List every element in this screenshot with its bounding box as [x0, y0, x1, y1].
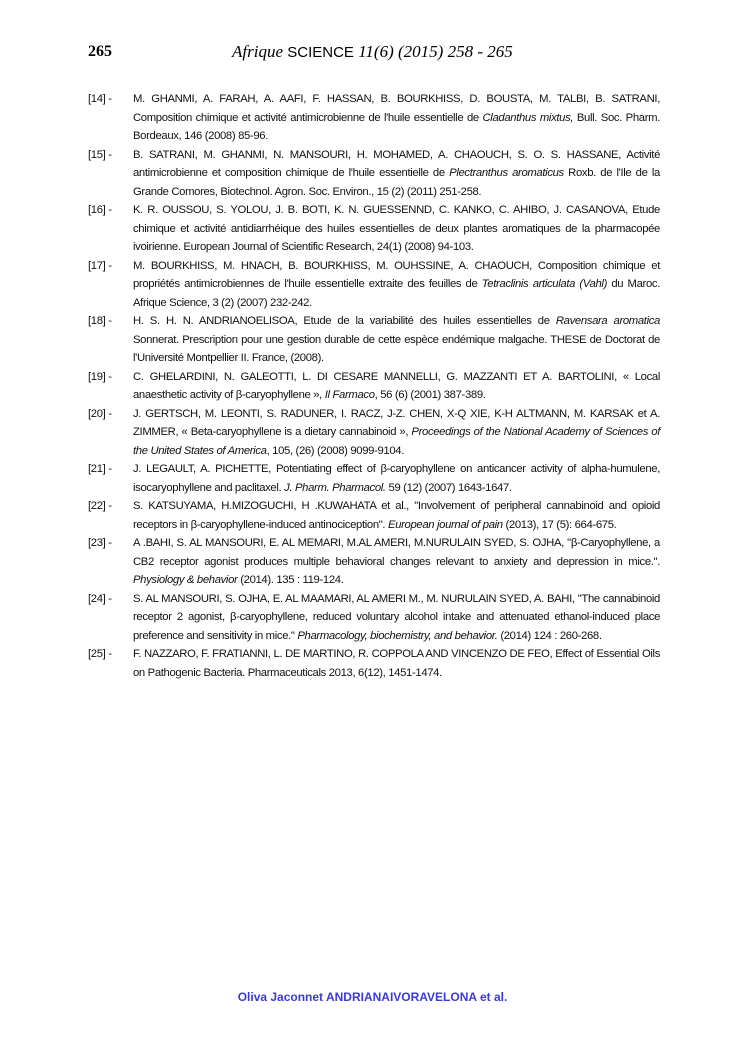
reference-segment: (2013), 17 (5): 664-675. — [502, 518, 617, 531]
reference-segment: H. S. H. N. ANDRIANOELISOA, Etude de la variabilité des huiles essentielles de — [133, 315, 556, 327]
reference-segment: Bull. Soc. Pharm. Bordeaux, 146 (2008) 85-96. — [133, 111, 660, 142]
reference-segment: M. BOURKHISS, M. HNACH, B. BOURKHISS, M. OUHSSINE, A. CHAOUCH, Composition chimique et propriétés antimicrobiennes de l'huile essentielle extraite des feuilles de — [133, 259, 660, 290]
page-number: 265 — [88, 43, 112, 60]
reference-segment: Sonnerat. Prescription pour une gestion durable de cette espèce endémique malgache. THESE de Doctorat de l'Université Montpellier II. France, (2008). — [133, 333, 660, 364]
reference-item — [88, 405, 660, 461]
reference-segment: C. GHELARDINI, N. GALEOTTI, L. DI CESARE MANNELLI, G. MAZZANTI ET A. BARTOLINI, « Local anaesthetic activity of β-caryophyllene », — [133, 370, 660, 401]
reference-label: [20] - — [88, 407, 112, 420]
reference-segment: (2014). 135 : 119-124. — [237, 574, 344, 586]
reference-italic-title: Physiology & behavior — [133, 574, 238, 586]
footer-authors: Oliva Jaconnet ANDRIANAIVORAVELONA et al. — [237, 990, 508, 1004]
reference-segment: M. GHANMI, A. FARAH, A. AAFI, F. HASSAN, B. BOURKHISS, D. BOUSTA, M. TALBI, B. SATRANI, Composition chimique et activité antimicrobienne de l'huile essentielle de — [133, 93, 660, 124]
reference-label: [15] - — [88, 148, 112, 161]
reference-text — [133, 405, 660, 461]
reference-text — [133, 534, 660, 590]
reference-italic-title: Il Farmaco — [324, 389, 375, 401]
reference-item — [88, 460, 660, 497]
reference-label: [16] - — [88, 204, 112, 216]
reference-item — [88, 257, 660, 313]
reference-segment: S. AL MANSOURI, S. OJHA, E. AL MAAMARI, AL AMERI M., M. NURULAIN SYED, A. BAHI, "The cannabinoid receptor 2 agonist, β-caryophyllene, reduced voluntary alcohol intake and attenuated ethanol-induced place preference and sensitivity in mice." — [133, 592, 660, 642]
reference-text — [133, 645, 660, 682]
reference-text — [133, 90, 660, 146]
reference-text — [133, 590, 660, 646]
reference-text — [133, 257, 660, 313]
reference-item — [88, 146, 660, 202]
reference-italic-title: Plectranthus aromaticus — [449, 167, 564, 179]
reference-segment: (2014) 124 : 260-268. — [497, 629, 602, 642]
reference-label: [25] - — [88, 648, 112, 660]
reference-segment: S. KATSUYAMA, H.MIZOGUCHI, H .KUWAHATA et al., "Involvement of peripheral cannabinoid and opioid receptors in β-caryophyllene-induced antinociception". — [133, 500, 660, 531]
reference-italic-title: J. Pharm. Pharmacol. — [284, 481, 386, 494]
reference-text — [133, 460, 660, 497]
reference-text — [133, 497, 660, 534]
reference-label: [21] - — [88, 463, 112, 475]
reference-text — [133, 146, 660, 202]
reference-item — [88, 312, 660, 368]
reference-item — [88, 590, 660, 646]
reference-segment: , 56 (6) (2001) 387-389. — [374, 389, 486, 401]
reference-list — [88, 90, 660, 682]
reference-label: [17] - — [88, 259, 112, 272]
reference-text — [133, 312, 660, 368]
reference-text — [133, 201, 660, 257]
reference-italic-title: Ravensara aromatica — [555, 315, 660, 327]
reference-label: [22] - — [88, 500, 112, 512]
reference-segment: 59 (12) (2007) 1643-1647. — [385, 481, 512, 494]
reference-item — [88, 534, 660, 590]
reference-segment: , 105, (26) (2008) 9099-9104. — [266, 444, 405, 457]
reference-segment: du Maroc. Afrique Science, 3 (2) (2007) 232-242. — [133, 278, 660, 309]
reference-italic-title: Cladanthus mixtus, — [482, 111, 574, 124]
reference-label: [18] - — [88, 315, 112, 327]
reference-label: [24] - — [88, 592, 112, 605]
reference-segment: A .BAHI, S. AL MANSOURI, E. AL MEMARI, M.AL AMERI, M.NURULAIN SYED, S. OJHA, "β-Caryophyllene, a CB2 receptor agonist produces multiple behavioral changes relevant to anxiety and depression in mice.". — [133, 537, 660, 568]
reference-item — [88, 201, 660, 257]
reference-segment: F. NAZZARO, F. FRATIANNI, L. DE MARTINO, R. COPPOLA AND VINCENZO DE FEO, Effect of Essential Oils on Pathogenic Bacteria. Pharmaceuticals 2013, 6(12), 1451-1474. — [133, 648, 660, 679]
reference-text — [133, 368, 660, 405]
journal-science: SCIENCE — [287, 44, 354, 61]
reference-label: [14] - — [88, 93, 112, 105]
journal-name: Afrique — [232, 42, 283, 61]
reference-italic-title: European journal of pain — [388, 518, 503, 531]
running-head — [232, 42, 513, 62]
reference-item — [88, 497, 660, 534]
reference-segment: B. SATRANI, M. GHANMI, N. MANSOURI, H. MOHAMED, A. CHAOUCH, S. O. S. HASSANE, Activité antimicrobienne et composition chimique de l'huile essentielle de — [133, 148, 660, 179]
volume-info: 11(6) (2015) 258 - 265 — [358, 42, 513, 61]
reference-italic-title: Tetraclinis articulata (Vahl) — [481, 278, 607, 290]
reference-italic-title: Pharmacology, biochemistry, and behavior. — [297, 629, 498, 642]
reference-segment: J. LEGAULT, A. PICHETTE, Potentiating effect of β-caryophyllene on anticancer activity of alpha-humulene, isocaryophyllene and paclitaxel. — [133, 463, 660, 494]
reference-segment: K. R. OUSSOU, S. YOLOU, J. B. BOTI, K. N. GUESSENND, C. KANKO, C. AHIBO, J. CASANOVA, Etude chimique et activité antidiarrhéique des huiles essentielles de deux plantes aromatiques de la pharmacopée ivoirienne. European Journal of Scientific Research, 24(1) (2008) 94-103. — [133, 204, 660, 253]
reference-label: [19] - — [88, 370, 112, 383]
reference-italic-title: Proceedings of the National Academy of Sciences of the United States of America — [133, 426, 661, 457]
reference-item — [88, 368, 660, 405]
reference-item — [88, 645, 660, 682]
reference-label: [23] - — [88, 537, 112, 549]
reference-segment: J. GERTSCH, M. LEONTI, S. RADUNER, I. RACZ, J-Z. CHEN, X-Q XIE, K-H ALTMANN, M. KARSAK et A. ZIMMER, « Beta-caryophyllene is a dietary cannabinoid », — [133, 407, 660, 438]
reference-segment: Roxb. de l'Ile de la Grande Comores, Biotechnol. Agron. Soc. Environ., 15 (2) (2011) 251-258. — [133, 167, 660, 198]
reference-item — [88, 90, 660, 146]
